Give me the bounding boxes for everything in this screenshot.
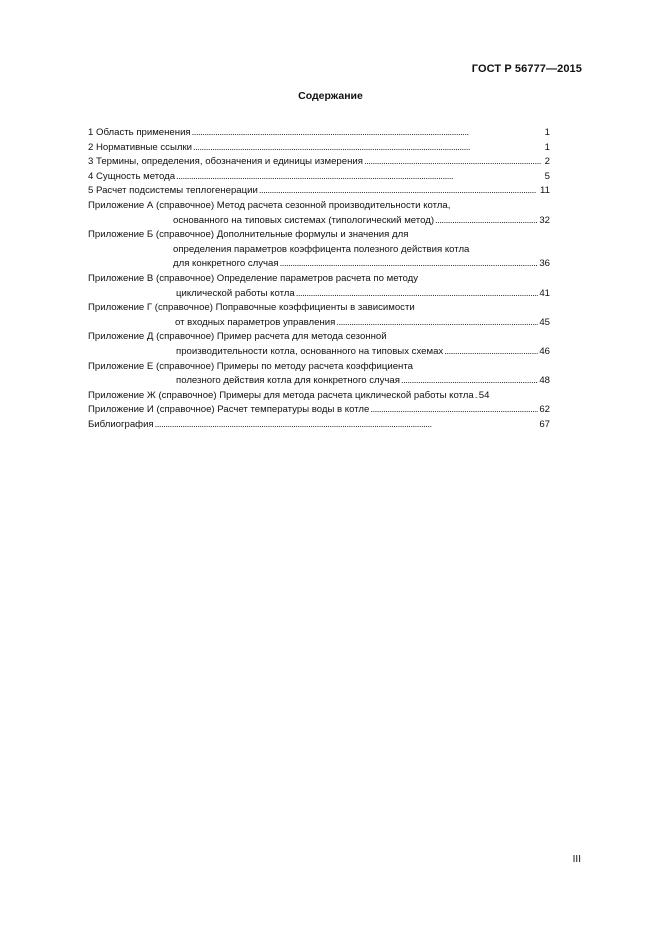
toc-entry-3[interactable] bbox=[88, 155, 550, 170]
page-number: III bbox=[572, 854, 581, 865]
dot-leader bbox=[259, 184, 539, 199]
toc-entry-text: Приложение В (справочное) Определение параметров расчета по методу bbox=[88, 272, 419, 284]
toc-entry-text: Приложение Д (справочное) Пример расчета для метода сезонной bbox=[88, 331, 387, 343]
toc-entry-appendix-zh[interactable] bbox=[88, 389, 550, 404]
toc-entry-text-cont: для конкретного случая bbox=[173, 258, 279, 270]
dot-leader bbox=[192, 126, 541, 141]
toc-entry-text-cont: от входных параметров управления bbox=[175, 316, 336, 328]
toc-entry-text: Приложение Ж (справочное) Примеры для метода расчета циклической работы котла bbox=[88, 389, 474, 401]
toc-entry-page: 62 bbox=[539, 404, 550, 416]
toc-entry-text-cont: производительности котла, основанного на типовых схемах bbox=[176, 345, 444, 357]
toc-entry-appendix-e[interactable] bbox=[88, 360, 550, 389]
toc-entry-text: Приложение А (справочное) Метод расчета сезонной производительности котла, bbox=[88, 199, 451, 211]
toc-entry-text-cont: полезного действия котла для конкретного случая bbox=[176, 375, 400, 387]
toc-entry-2[interactable] bbox=[88, 141, 550, 156]
toc-entry-text-cont: определения параметров коэффицента полезного действия котла bbox=[173, 243, 470, 255]
dot-leader bbox=[444, 345, 538, 360]
toc-entry-page: 11 bbox=[540, 185, 550, 197]
toc-entry-appendix-g[interactable] bbox=[88, 301, 550, 330]
toc-entry-text: 1 Область применения bbox=[88, 127, 191, 138]
toc-entry-page: 1 bbox=[544, 141, 550, 153]
dot-leader bbox=[193, 141, 541, 156]
toc-entry-page: 48 bbox=[539, 375, 550, 387]
dot-leader bbox=[176, 170, 541, 185]
toc-entry-appendix-b[interactable] bbox=[88, 228, 550, 272]
dot-leader bbox=[155, 418, 539, 433]
toc-entry-page: 36 bbox=[539, 258, 550, 270]
dot-leader bbox=[336, 316, 538, 331]
dot-leader bbox=[280, 257, 539, 272]
toc-entry-page: 2 bbox=[544, 156, 550, 168]
dot-leader bbox=[370, 403, 538, 418]
toc-entry-text: 3 Термины, определения, обозначения и единицы измерения bbox=[88, 156, 363, 168]
table-of-contents bbox=[88, 126, 550, 432]
toc-entry-appendix-i[interactable] bbox=[88, 403, 550, 418]
toc-entry-page: 45 bbox=[539, 316, 550, 328]
toc-entry-appendix-a[interactable] bbox=[88, 199, 550, 228]
dot-leader bbox=[475, 389, 478, 404]
toc-entry-text: Приложение И (справочное) Расчет температуры воды в котле bbox=[88, 404, 370, 416]
toc-entry-appendix-d[interactable] bbox=[88, 330, 550, 359]
toc-entry-page: 1 bbox=[544, 127, 550, 138]
toc-entry-page: 46 bbox=[539, 345, 550, 357]
toc-entry-text-cont: основанного на типовых системах (типологический метод) bbox=[173, 214, 435, 226]
dot-leader bbox=[296, 287, 539, 302]
toc-entry-text: 5 Расчет подсистемы теплогенерации bbox=[88, 185, 258, 197]
toc-entry-text: Библиография bbox=[88, 418, 154, 430]
toc-entry-5[interactable] bbox=[88, 184, 550, 199]
toc-entry-page: 67 bbox=[539, 418, 550, 430]
toc-entry-page: 54 bbox=[478, 389, 490, 401]
standard-code: ГОСТ Р 56777—2015 bbox=[471, 63, 582, 75]
toc-entry-bibliography[interactable] bbox=[88, 418, 550, 433]
toc-entry-text: 4 Сущность метода bbox=[88, 170, 176, 182]
dot-leader bbox=[364, 155, 541, 170]
toc-entry-page: 5 bbox=[544, 170, 550, 182]
toc-entry-text: 2 Нормативные ссылки bbox=[88, 141, 193, 153]
toc-entry-text: Приложение Г (справочное) Поправочные коэффициенты в зависимости bbox=[88, 302, 415, 314]
toc-entry-text-cont: циклической работы котла bbox=[176, 287, 295, 299]
toc-entry-text: Приложение Е (справочное) Примеры по методу расчета коэффициента bbox=[88, 360, 413, 372]
toc-entry-page: 41 bbox=[539, 287, 550, 299]
toc-entry-1[interactable] bbox=[88, 126, 550, 141]
toc-entry-text: Приложение Б (справочное) Дополнительные формулы и значения для bbox=[88, 229, 409, 241]
toc-title: Содержание bbox=[298, 90, 363, 102]
toc-entry-4[interactable] bbox=[88, 170, 550, 185]
toc-entry-page: 32 bbox=[539, 214, 550, 226]
dot-leader bbox=[401, 374, 538, 389]
dot-leader bbox=[435, 214, 538, 229]
toc-entry-appendix-v[interactable] bbox=[88, 272, 550, 301]
